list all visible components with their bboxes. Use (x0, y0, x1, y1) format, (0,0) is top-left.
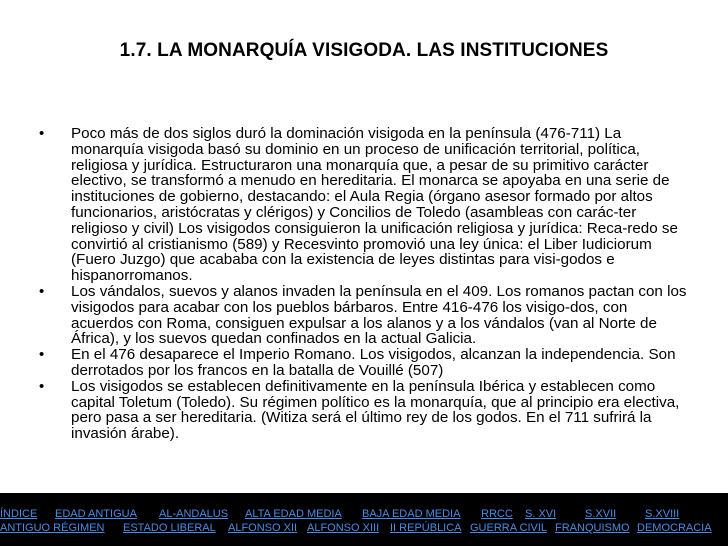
nav-link-ii-republica[interactable]: II REPÚBLICA (390, 522, 462, 534)
nav-link-franquismo[interactable]: FRANQUISMO (555, 522, 630, 534)
bullet-item: • Poco más de dos siglos duró la dominación visigoda en la península (476-711) La monarquía visigoda basó su dominio en un proceso de unificación territorial, política, religiosa y jurídica. Estructuraron una monarquía que, a pesar de su primitivo carácter electivo, se transformó a menudo en hereditaria. El monarca se apoyaba en una serie de instituciones de gobierno, destacando: el Aula Regia (órgano asesor formado por altos funcionarios, aristócratas y clérigos) y Concilios de Toledo (asambleas con carác-ter religioso y civil) Los visigodos consiguieron la unificación religiosa y jurídica: Reca-redo se convirtió al cristianismo (589) y Recesvinto promovió una ley única: el Liber Iudiciorum (Fuero Juzgo) que acababa con la existencia de leyes distintas para visi-godos e hispanorromanos. (30, 126, 690, 284)
nav-link-indice[interactable]: ÍNDICE (0, 508, 38, 520)
navigation-footer (0, 493, 728, 546)
nav-link-alta-edad-media[interactable]: ALTA EDAD MEDIA (245, 508, 342, 520)
nav-link-baja-edad-media[interactable]: BAJA EDAD MEDIA (362, 508, 461, 520)
nav-link-s-xviii[interactable]: S.XVIII (645, 508, 680, 520)
nav-link-al-andalus[interactable]: AL-ANDALUS (159, 508, 229, 520)
nav-link-estado-liberal[interactable]: ESTADO LIBERAL (123, 522, 216, 534)
bullet-item: • En el 476 desaparece el Imperio Romano. Los visigodos, alcanzan la independencia. Son derrotados por los francos en la batalla de Vouillé (507) (30, 347, 690, 379)
nav-link-antiguo-regimen[interactable]: ANTIGUO RÉGIMEN (0, 522, 105, 534)
nav-link-democracia[interactable]: DEMOCRACIA (637, 522, 712, 534)
nav-link-edad-antigua[interactable]: EDAD ANTIGUA (55, 508, 137, 520)
bullet-item: • Los visigodos se establecen definitivamente en la península Ibérica y establecen como capital Toletum (Toledo). Su régimen político es la monarquía, que al principio era electiva, pero pasa a ser hereditaria. (Witiza será el último rey de los godos. En el 711 sufrirá la invasión árabe). (30, 379, 690, 442)
nav-row-modern (0, 519, 728, 537)
bullet-list (30, 126, 690, 442)
nav-link-guerra-civil[interactable]: GUERRA CIVIL (470, 522, 548, 534)
nav-link-alfonso-xii[interactable]: ALFONSO XII (228, 522, 298, 534)
bullet-item: • Los vándalos, suevos y alanos invaden la península en el 409. Los romanos pactan con los visigodos para acabar con los pueblos bárbaros. Entre 416-476 los visigo-dos, con acuerdos con Roma, consiguen expulsar a los alanos y a los vándalos (van al Norte de África), y los suevos quedan confinados en la actual Galicia. (30, 284, 690, 347)
nav-link-s-xvii[interactable]: S.XVII (585, 508, 617, 520)
nav-link-s-xvi[interactable]: S. XVI (525, 508, 557, 520)
slide-title: 1.7. LA MONARQUÍA VISIGODA. LAS INSTITUCIONES (119, 40, 609, 61)
nav-link-rrcc[interactable]: RRCC (481, 508, 513, 520)
slide-content (30, 126, 690, 442)
nav-link-alfonso-xiii[interactable]: ALFONSO XIII (307, 522, 380, 534)
